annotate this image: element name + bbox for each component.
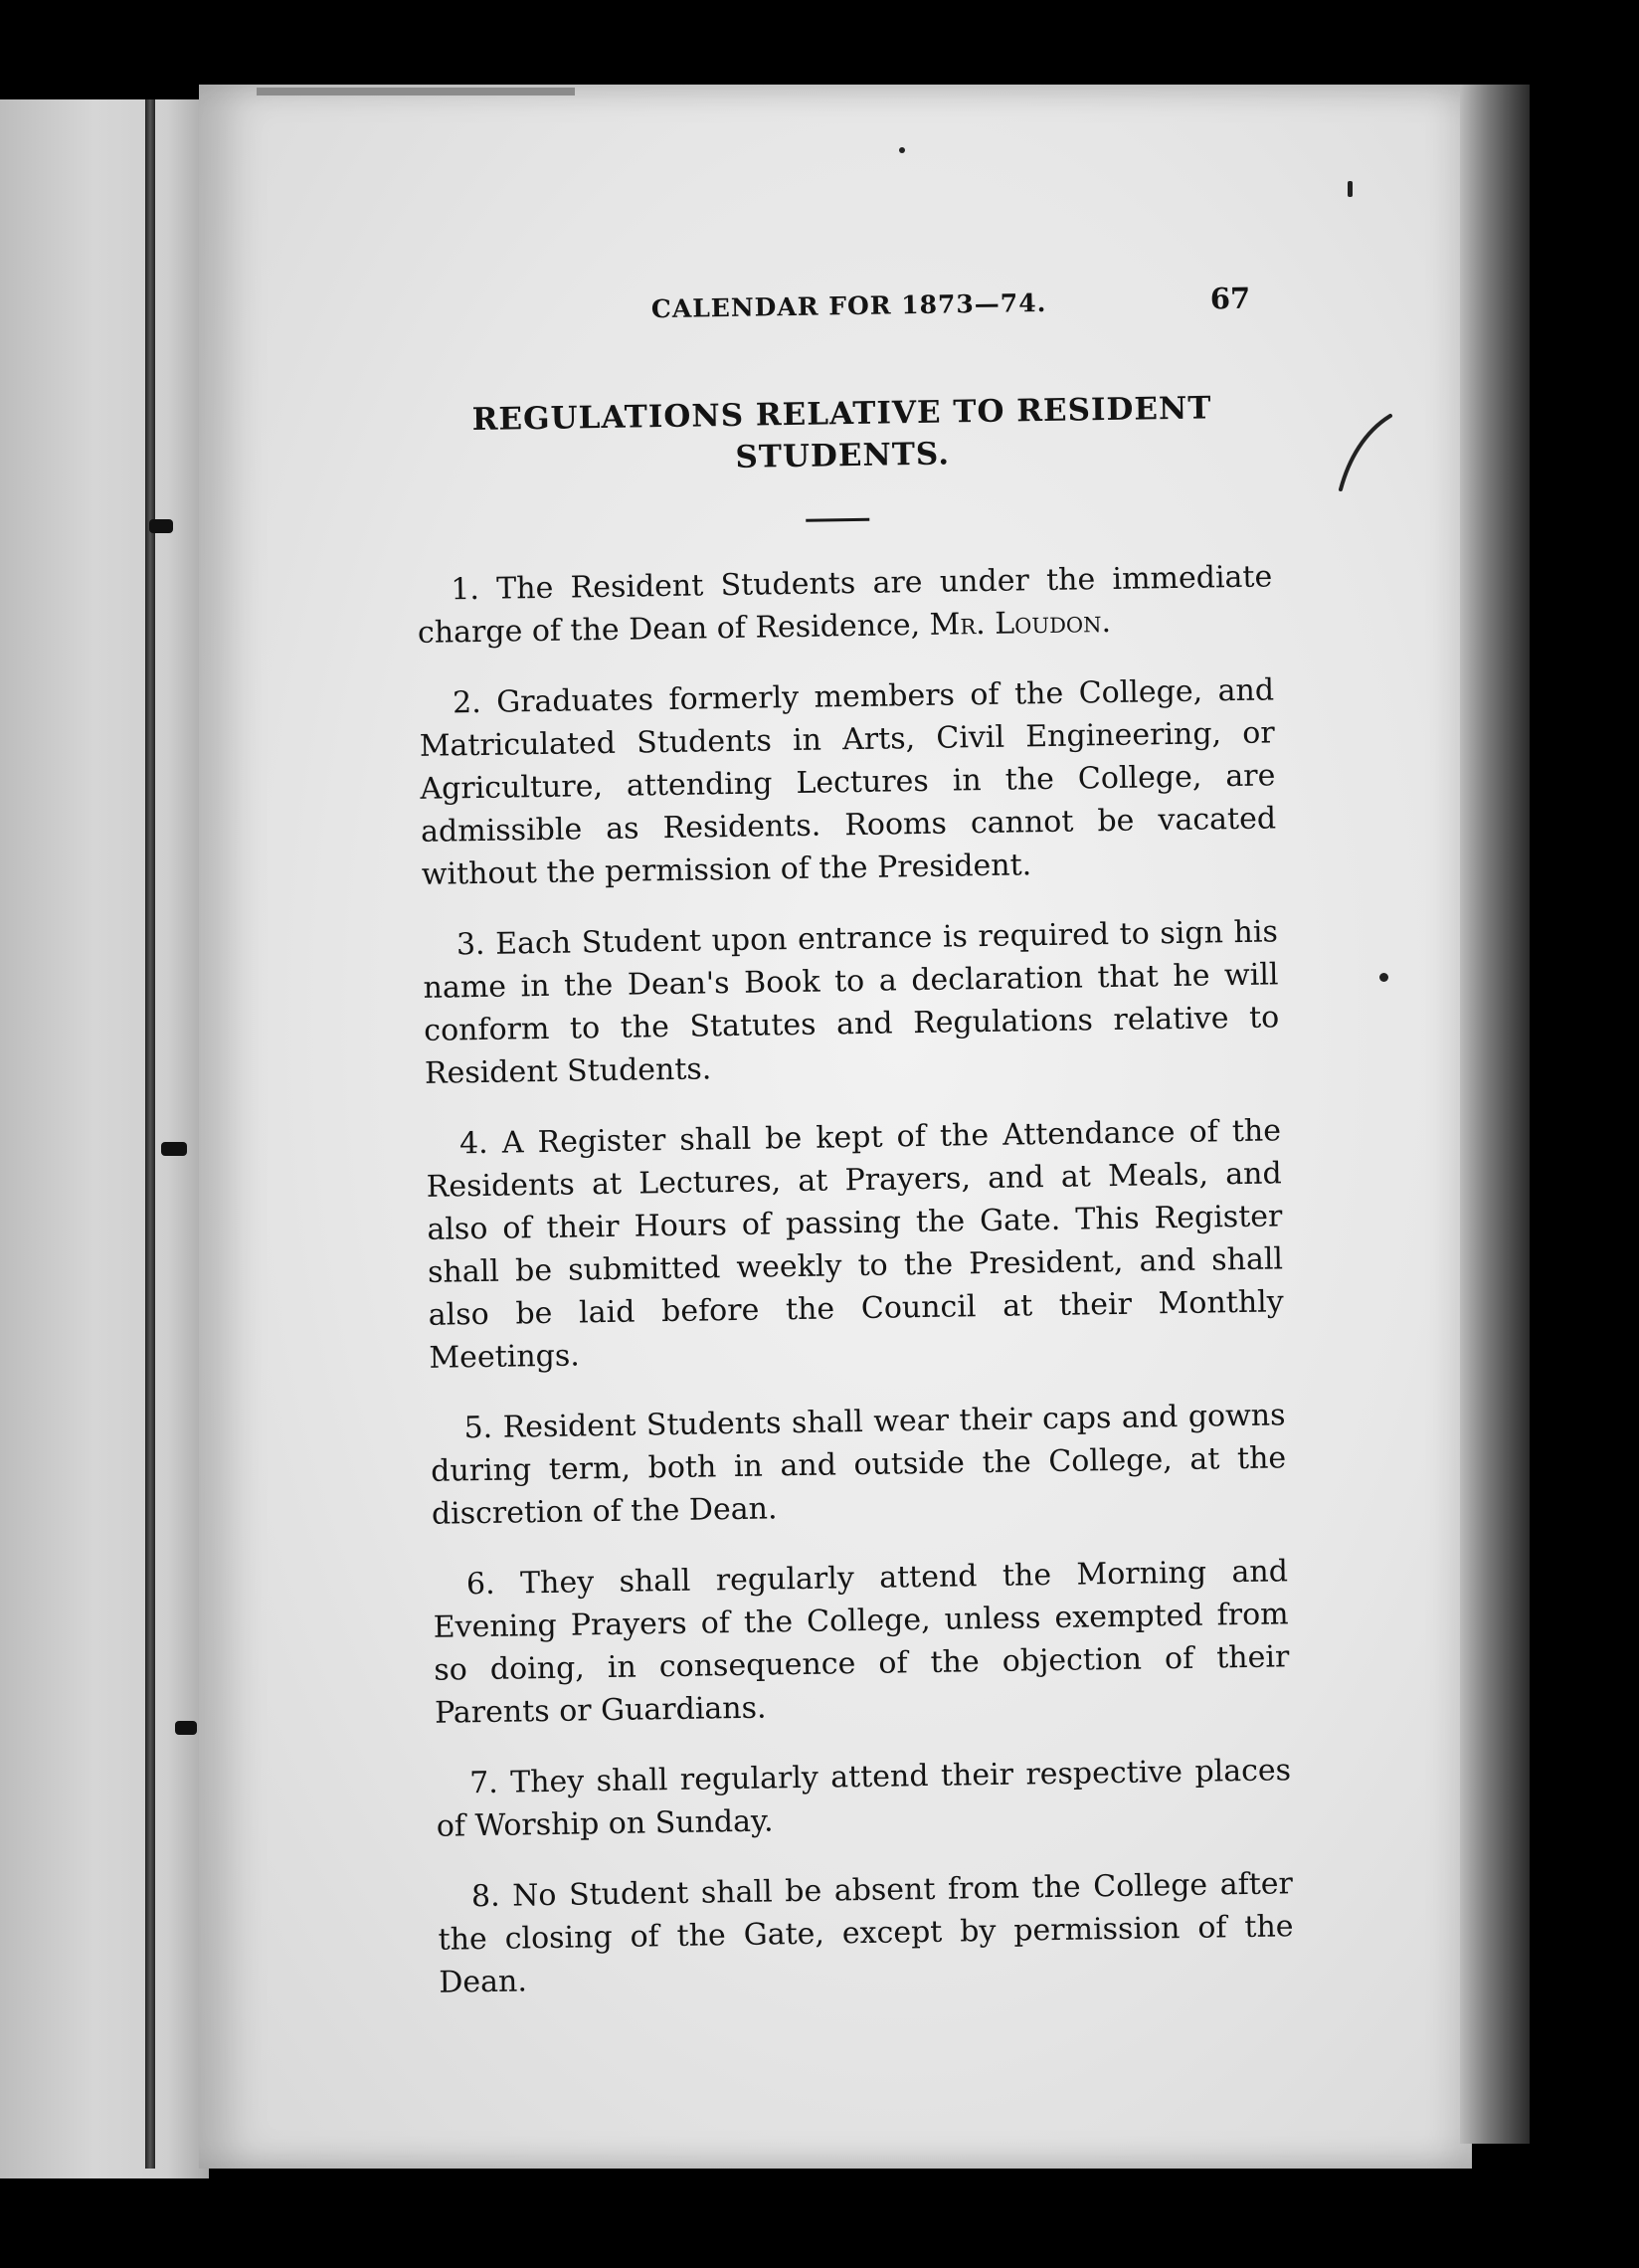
ink-speck	[1379, 973, 1388, 982]
regulation-item: 3. Each Student upon entrance is required to sign his name in the Dean's Book to a declaration that he will conform to the Statutes and Regulations relative to Resident Students.	[423, 914, 1280, 1091]
paper-strip	[257, 88, 575, 95]
regulation-item: 6. They shall regularly attend the Morning and Evening Prayers of the College, unless exempted from so doing, in consequence of the objection of their Parents or Guardians.	[433, 1554, 1290, 1731]
dean-name: Mr. Loudon	[929, 605, 1102, 643]
binding-mark	[175, 1721, 197, 1735]
pencil-mark	[1335, 410, 1414, 499]
binding-mark	[149, 519, 173, 533]
binding-mark	[161, 1142, 187, 1156]
regulation-item: 7. They shall regularly attend their respective places of Worship on Sunday.	[436, 1753, 1292, 1844]
page-number: 67	[1209, 281, 1251, 316]
ink-speck	[1348, 181, 1353, 197]
regulation-item	[417, 555, 1273, 654]
regulation-text-end: .	[1101, 604, 1112, 641]
regulation-text: 1. The Resident Students are under the immediate charge of the Dean of Residence,	[417, 559, 1273, 651]
ink-speck	[899, 147, 905, 153]
regulation-item: 2. Graduates formerly members of the College, and Matriculated Students in Arts, Civil Engineering, or Agriculture, attending Lectures in the College, are admissible as Residents. Rooms cannot be vacated without the permission of the President.	[419, 672, 1277, 892]
regulation-item: 4. A Register shall be kept of the Attendance of the Residents at Lectures, at Prayers, and at Meals, and also of their Hours of passing the Gate. This Register shall be submitted weekly to the President, and shall also be laid before the Council at their Monthly Meetings.	[426, 1113, 1284, 1376]
book-spine	[145, 99, 155, 2169]
regulation-item: 5. Resident Students shall wear their caps and gowns during term, both in and outside the College, at the discretion of the Dean.	[430, 1398, 1287, 1532]
page-stack-edge	[1460, 85, 1530, 2144]
regulations-list	[417, 555, 1295, 2031]
facing-page-edge	[0, 99, 209, 2178]
regulation-item: 8. No Student shall be absent from the College after the closing of the Gate, except by permission of the Dean.	[438, 1866, 1294, 2000]
page-title: REGULATIONS RELATIVE TO RESIDENT STUDENTS.	[471, 390, 1212, 475]
running-head: CALENDAR FOR 1873—74.	[650, 287, 1047, 324]
